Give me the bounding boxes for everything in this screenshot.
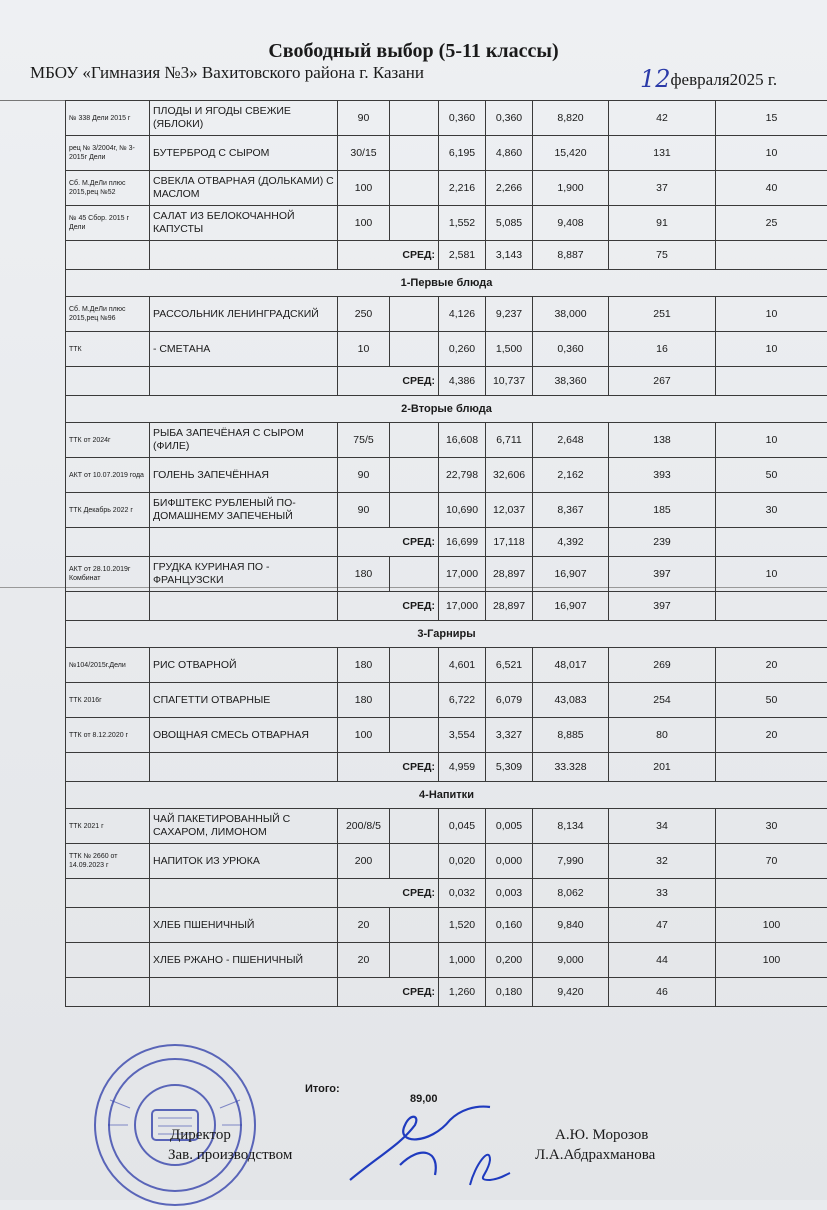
recipe-reference: АКТ от 10.07.2019 года <box>66 458 150 493</box>
carbs-value: 16,907 <box>533 557 609 592</box>
portion-value: 20 <box>338 943 390 978</box>
menu-item-row <box>66 809 827 844</box>
portion-value: 100 <box>338 171 390 206</box>
carbs-value: 43,083 <box>533 683 609 718</box>
fat-value: 2,266 <box>486 171 533 206</box>
kcal-value: 254 <box>609 683 716 718</box>
dish-name: САЛАТ ИЗ БЕЛОКОЧАННОЙ КАПУСТЫ <box>150 206 338 241</box>
price-value: 15 <box>716 101 827 136</box>
carbs-value: 8,062 <box>533 879 609 908</box>
menu-item-row <box>66 458 827 493</box>
carbs-value: 38,000 <box>533 297 609 332</box>
portion-value: 10 <box>338 332 390 367</box>
carbs-value: 9,000 <box>533 943 609 978</box>
portion-value: 200 <box>338 844 390 879</box>
price-value: 10 <box>716 136 827 171</box>
portion-value: 90 <box>338 458 390 493</box>
protein-value: 4,601 <box>439 648 486 683</box>
kcal-value: 33 <box>609 879 716 908</box>
carbs-value: 8,367 <box>533 493 609 528</box>
average-row <box>66 592 827 621</box>
empty-cell <box>390 943 439 978</box>
protein-value: 10,690 <box>439 493 486 528</box>
price-value: 50 <box>716 458 827 493</box>
fat-value: 5,309 <box>486 753 533 782</box>
kcal-value: 269 <box>609 648 716 683</box>
dish-name: ХЛЕБ ПШЕНИЧНЫЙ <box>150 908 338 943</box>
empty-cell <box>390 136 439 171</box>
date-day-handwritten: 12 <box>640 65 671 93</box>
price-value: 10 <box>716 332 827 367</box>
document-title: Свободный выбор (5-11 классы) <box>0 40 827 63</box>
protein-value: 0,020 <box>439 844 486 879</box>
empty-cell <box>390 844 439 879</box>
recipe-reference: Сб. М.ДеЛи плюс 2015,рец №96 <box>66 297 150 332</box>
dish-name: БИФШТЕКС РУБЛЕНЫЙ ПО-ДОМАШНЕМУ ЗАПЕЧЕНЫЙ <box>150 493 338 528</box>
kcal-value: 47 <box>609 908 716 943</box>
protein-value: 0,360 <box>439 101 486 136</box>
total-value: 89,00 <box>410 1093 438 1105</box>
protein-value: 16,699 <box>439 528 486 557</box>
price-value: 40 <box>716 171 827 206</box>
recipe-reference: ТТК № 2660 от 14.09.2023 г <box>66 844 150 879</box>
name-cell <box>150 753 338 782</box>
price-value: 100 <box>716 943 827 978</box>
section-header-row <box>66 396 827 423</box>
carbs-value: 1,900 <box>533 171 609 206</box>
kcal-value: 80 <box>609 718 716 753</box>
portion-value: 180 <box>338 683 390 718</box>
price-cell <box>716 528 827 557</box>
carbs-value: 8,885 <box>533 718 609 753</box>
section-title: 4-Напитки <box>66 782 827 809</box>
name-cell <box>150 528 338 557</box>
fat-value: 32,606 <box>486 458 533 493</box>
recipe-reference: ТТК от 8.12.2020 г <box>66 718 150 753</box>
portion-value: 100 <box>338 206 390 241</box>
dish-name: РЫБА ЗАПЕЧЁНАЯ С СЫРОМ (ФИЛЕ) <box>150 423 338 458</box>
ref-cell <box>66 367 150 396</box>
kcal-value: 201 <box>609 753 716 782</box>
recipe-reference: № 45 Сбор. 2015 г Дели <box>66 206 150 241</box>
production-head-name: Л.А.Абдрахманова <box>535 1147 655 1164</box>
fat-value: 0,003 <box>486 879 533 908</box>
protein-value: 6,195 <box>439 136 486 171</box>
empty-cell <box>390 809 439 844</box>
kcal-value: 75 <box>609 241 716 270</box>
empty-cell <box>390 458 439 493</box>
recipe-reference: ТТК 2016г <box>66 683 150 718</box>
ref-cell <box>66 978 150 1007</box>
fat-value: 1,500 <box>486 332 533 367</box>
average-label: СРЕД: <box>338 879 439 908</box>
portion-value: 90 <box>338 493 390 528</box>
menu-item-row <box>66 683 827 718</box>
carbs-value: 4,392 <box>533 528 609 557</box>
section-header-row <box>66 782 827 809</box>
recipe-reference: ТТК <box>66 332 150 367</box>
protein-value: 1,260 <box>439 978 486 1007</box>
menu-item-row <box>66 136 827 171</box>
empty-cell <box>390 297 439 332</box>
carbs-value: 15,420 <box>533 136 609 171</box>
section-header-row <box>66 270 827 297</box>
fat-value: 5,085 <box>486 206 533 241</box>
empty-cell <box>390 423 439 458</box>
section-title: 2-Вторые блюда <box>66 396 827 423</box>
price-value: 10 <box>716 557 827 592</box>
recipe-reference: Сб. М.ДеЛи плюс 2015,рец №52 <box>66 171 150 206</box>
price-value: 10 <box>716 423 827 458</box>
average-label: СРЕД: <box>338 367 439 396</box>
empty-cell <box>390 908 439 943</box>
empty-cell <box>390 648 439 683</box>
fat-value: 0,180 <box>486 978 533 1007</box>
price-value: 30 <box>716 809 827 844</box>
protein-value: 17,000 <box>439 557 486 592</box>
average-label: СРЕД: <box>338 592 439 621</box>
portion-value: 30/15 <box>338 136 390 171</box>
dish-name: РИС ОТВАРНОЙ <box>150 648 338 683</box>
protein-value: 0,260 <box>439 332 486 367</box>
recipe-reference: №104/2015г.Дели <box>66 648 150 683</box>
fat-value: 9,237 <box>486 297 533 332</box>
name-cell <box>150 592 338 621</box>
dish-name: СВЕКЛА ОТВАРНАЯ (ДОЛЬКАМИ) С МАСЛОМ <box>150 171 338 206</box>
organization-name: МБОУ «Гимназия №3» Вахитовского района г. Казани <box>30 63 424 83</box>
empty-cell <box>390 493 439 528</box>
price-cell <box>716 753 827 782</box>
protein-value: 2,581 <box>439 241 486 270</box>
fat-value: 12,037 <box>486 493 533 528</box>
carbs-value: 8,887 <box>533 241 609 270</box>
kcal-value: 239 <box>609 528 716 557</box>
average-label: СРЕД: <box>338 528 439 557</box>
carbs-value: 9,840 <box>533 908 609 943</box>
carbs-value: 7,990 <box>533 844 609 879</box>
menu-item-row <box>66 943 827 978</box>
price-value: 20 <box>716 648 827 683</box>
ref-cell <box>66 879 150 908</box>
menu-item-row <box>66 718 827 753</box>
menu-item-row <box>66 297 827 332</box>
empty-cell <box>390 206 439 241</box>
kcal-value: 138 <box>609 423 716 458</box>
name-cell <box>150 241 338 270</box>
average-row <box>66 978 827 1007</box>
carbs-value: 0,360 <box>533 332 609 367</box>
protein-value: 0,032 <box>439 879 486 908</box>
fat-value: 6,521 <box>486 648 533 683</box>
protein-value: 17,000 <box>439 592 486 621</box>
protein-value: 3,554 <box>439 718 486 753</box>
empty-cell <box>390 171 439 206</box>
recipe-reference: ТТК Декабрь 2022 г <box>66 493 150 528</box>
dish-name: ГРУДКА КУРИНАЯ ПО - ФРАНЦУЗСКИ <box>150 557 338 592</box>
average-label: СРЕД: <box>338 241 439 270</box>
dish-name: ОВОЩНАЯ СМЕСЬ ОТВАРНАЯ <box>150 718 338 753</box>
dish-name: ПЛОДЫ И ЯГОДЫ СВЕЖИЕ (ЯБЛОКИ) <box>150 101 338 136</box>
director-name: А.Ю. Морозов <box>555 1127 648 1144</box>
fat-value: 0,005 <box>486 809 533 844</box>
kcal-value: 37 <box>609 171 716 206</box>
protein-value: 0,045 <box>439 809 486 844</box>
portion-value: 90 <box>338 101 390 136</box>
empty-cell <box>390 332 439 367</box>
average-label: СРЕД: <box>338 753 439 782</box>
dish-name: СПАГЕТТИ ОТВАРНЫЕ <box>150 683 338 718</box>
production-head-role: Зав. производством <box>168 1147 292 1164</box>
kcal-value: 32 <box>609 844 716 879</box>
carbs-value: 48,017 <box>533 648 609 683</box>
portion-value: 100 <box>338 718 390 753</box>
menu-table <box>65 100 827 1007</box>
carbs-value: 33.328 <box>533 753 609 782</box>
menu-item-row <box>66 206 827 241</box>
empty-cell <box>390 101 439 136</box>
average-row <box>66 367 827 396</box>
menu-item-row <box>66 493 827 528</box>
kcal-value: 42 <box>609 101 716 136</box>
fat-value: 3,143 <box>486 241 533 270</box>
recipe-reference: АКТ от 28.10.2019г Комбинат <box>66 557 150 592</box>
signature-scribble <box>340 1085 570 1195</box>
protein-value: 16,608 <box>439 423 486 458</box>
kcal-value: 397 <box>609 557 716 592</box>
price-value: 20 <box>716 718 827 753</box>
carbs-value: 38,360 <box>533 367 609 396</box>
average-label: СРЕД: <box>338 978 439 1007</box>
ref-cell <box>66 753 150 782</box>
protein-value: 1,552 <box>439 206 486 241</box>
menu-item-row <box>66 557 827 592</box>
ref-cell <box>66 528 150 557</box>
dish-name: - СМЕТАНА <box>150 332 338 367</box>
name-cell <box>150 879 338 908</box>
dish-name: НАПИТОК ИЗ УРЮКА <box>150 844 338 879</box>
protein-value: 1,520 <box>439 908 486 943</box>
menu-item-row <box>66 332 827 367</box>
portion-value: 200/8/5 <box>338 809 390 844</box>
fat-value: 6,711 <box>486 423 533 458</box>
portion-value: 180 <box>338 557 390 592</box>
protein-value: 4,959 <box>439 753 486 782</box>
section-header-row <box>66 621 827 648</box>
recipe-reference: № 338 Дели 2015 г <box>66 101 150 136</box>
average-row <box>66 753 827 782</box>
kcal-value: 397 <box>609 592 716 621</box>
price-value: 30 <box>716 493 827 528</box>
total-label: Итого: <box>305 1083 340 1095</box>
ref-cell <box>66 241 150 270</box>
price-cell <box>716 978 827 1007</box>
recipe-reference: рец № 3/2004г, № 3-2015г Дели <box>66 136 150 171</box>
recipe-reference: ТТК от 2024г <box>66 423 150 458</box>
kcal-value: 91 <box>609 206 716 241</box>
carbs-value: 8,134 <box>533 809 609 844</box>
fat-value: 4,860 <box>486 136 533 171</box>
carbs-value: 2,648 <box>533 423 609 458</box>
empty-cell <box>390 718 439 753</box>
menu-item-row <box>66 423 827 458</box>
round-seal-stamp <box>90 1040 260 1210</box>
menu-item-row <box>66 844 827 879</box>
average-row <box>66 528 827 557</box>
average-row <box>66 241 827 270</box>
menu-item-row <box>66 648 827 683</box>
fat-value: 28,897 <box>486 592 533 621</box>
name-cell <box>150 367 338 396</box>
price-value: 100 <box>716 908 827 943</box>
fat-value: 3,327 <box>486 718 533 753</box>
fat-value: 10,737 <box>486 367 533 396</box>
name-cell <box>150 978 338 1007</box>
average-row <box>66 879 827 908</box>
fat-value: 6,079 <box>486 683 533 718</box>
empty-cell <box>390 683 439 718</box>
kcal-value: 267 <box>609 367 716 396</box>
recipe-reference <box>66 908 150 943</box>
dish-name: ХЛЕБ РЖАНО - ПШЕНИЧНЫЙ <box>150 943 338 978</box>
dish-name: РАССОЛЬНИК ЛЕНИНГРАДСКИЙ <box>150 297 338 332</box>
protein-value: 4,386 <box>439 367 486 396</box>
portion-value: 20 <box>338 908 390 943</box>
price-value: 70 <box>716 844 827 879</box>
kcal-value: 16 <box>609 332 716 367</box>
fat-value: 28,897 <box>486 557 533 592</box>
portion-value: 180 <box>338 648 390 683</box>
kcal-value: 131 <box>609 136 716 171</box>
fat-value: 0,360 <box>486 101 533 136</box>
protein-value: 22,798 <box>439 458 486 493</box>
price-value: 10 <box>716 297 827 332</box>
document-date <box>640 63 777 91</box>
protein-value: 1,000 <box>439 943 486 978</box>
recipe-reference <box>66 943 150 978</box>
portion-value: 250 <box>338 297 390 332</box>
fat-value: 0,200 <box>486 943 533 978</box>
fat-value: 0,160 <box>486 908 533 943</box>
kcal-value: 251 <box>609 297 716 332</box>
fat-value: 0,000 <box>486 844 533 879</box>
ref-cell <box>66 592 150 621</box>
price-cell <box>716 241 827 270</box>
price-cell <box>716 879 827 908</box>
menu-item-row <box>66 171 827 206</box>
director-role: Директор <box>170 1127 231 1144</box>
section-title: 1-Первые блюда <box>66 270 827 297</box>
portion-value: 75/5 <box>338 423 390 458</box>
carbs-value: 9,408 <box>533 206 609 241</box>
date-month-year: февраля2025 г. <box>671 70 778 89</box>
protein-value: 6,722 <box>439 683 486 718</box>
protein-value: 2,216 <box>439 171 486 206</box>
kcal-value: 34 <box>609 809 716 844</box>
price-value: 25 <box>716 206 827 241</box>
protein-value: 4,126 <box>439 297 486 332</box>
kcal-value: 46 <box>609 978 716 1007</box>
empty-cell <box>390 557 439 592</box>
fat-value: 17,118 <box>486 528 533 557</box>
dish-name: ГОЛЕНЬ ЗАПЕЧЁННАЯ <box>150 458 338 493</box>
dish-name: ЧАЙ ПАКЕТИРОВАННЫЙ С САХАРОМ, ЛИМОНОМ <box>150 809 338 844</box>
price-value: 50 <box>716 683 827 718</box>
menu-item-row <box>66 908 827 943</box>
section-title: 3-Гарниры <box>66 621 827 648</box>
carbs-value: 2,162 <box>533 458 609 493</box>
price-cell <box>716 592 827 621</box>
kcal-value: 44 <box>609 943 716 978</box>
menu-item-row <box>66 101 827 136</box>
dish-name: БУТЕРБРОД С СЫРОМ <box>150 136 338 171</box>
recipe-reference: ТТК 2021 г <box>66 809 150 844</box>
carbs-value: 8,820 <box>533 101 609 136</box>
price-cell <box>716 367 827 396</box>
kcal-value: 185 <box>609 493 716 528</box>
kcal-value: 393 <box>609 458 716 493</box>
carbs-value: 16,907 <box>533 592 609 621</box>
carbs-value: 9,420 <box>533 978 609 1007</box>
